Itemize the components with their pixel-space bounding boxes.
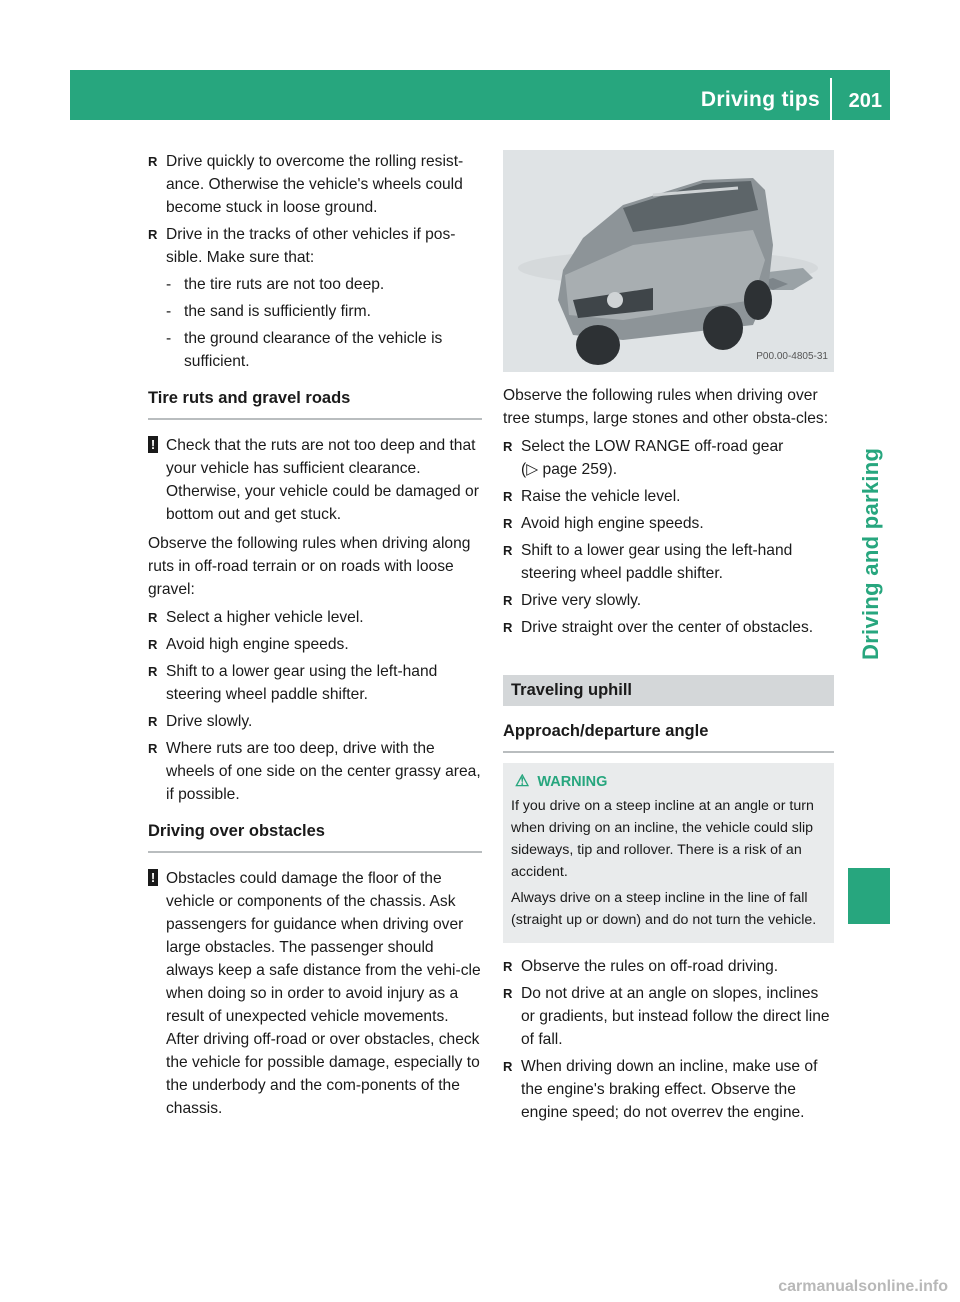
- left-column: [148, 150, 482, 1126]
- list-item: R Drive in the tracks of other vehicles if pos-sible. Make sure that:: [148, 226, 456, 266]
- warning-box: [503, 763, 834, 943]
- warning-text: Always drive on a steep incline in the line of fall (straight up or down) and do not turn the vehicle.: [511, 890, 817, 928]
- figure-code: P00.00-4805-31: [756, 351, 828, 362]
- right-column: [503, 150, 834, 1128]
- page-header: [70, 70, 890, 120]
- side-tab-marker: [848, 868, 890, 924]
- note-obstacles: ! Obstacles could damage the floor of the vehicle or components of the chassis. Ask passengers for guidance when driving over large obstacles. The passenger should always keep a safe distance from the vehi-cle when doing so in order to avoid injury as a result of unexpected vehicle movements. After driving off-road or over obstacles, check the vehicle for possible damage, especially to the underbody and the com-ponents of the chassis.: [148, 867, 482, 1120]
- sub-list-item: - the tire ruts are not too deep.: [166, 276, 385, 293]
- warning-text: If you drive on a steep incline at an angle or turn when driving on an incline, the vehicle could slip sideways, tip and rollover. There is a risk of an accident.: [511, 798, 814, 880]
- watermark: carmanualsonline.info: [778, 1278, 948, 1295]
- list-item: R Drive quickly to overcome the rolling resist-ance. Otherwise the vehicle's wheels could become stuck in loose ground.: [148, 153, 464, 216]
- header-separator: [830, 78, 832, 120]
- side-tab: [848, 250, 890, 810]
- heading-approach-angle: Approach/departure angle: [503, 720, 834, 753]
- list-item: R Observe the rules on off-road driving.: [503, 958, 779, 975]
- suv-illustration: [503, 150, 834, 372]
- intro-obstacles: Observe the following rules when driving over tree stumps, large stones and other obsta-cles:: [503, 387, 829, 427]
- side-tab-label: Driving and parking: [858, 447, 883, 660]
- list-item: R Drive straight over the center of obstacles.: [503, 619, 814, 636]
- page-reference[interactable]: (▷ page 259).: [521, 461, 618, 478]
- section-title: Driving tips: [700, 88, 820, 111]
- page-number: 201: [848, 90, 882, 112]
- warning-icon: ⚠: [515, 773, 530, 790]
- list-item: R Shift to a lower gear using the left-hand steering wheel paddle shifter.: [503, 542, 793, 582]
- suv-drawing: [503, 150, 834, 372]
- exclamation-icon: !: [148, 869, 158, 886]
- list-item: R Avoid high engine speeds.: [148, 636, 349, 653]
- sub-list-item: - the sand is sufficiently firm.: [166, 303, 371, 320]
- section-traveling-uphill: Traveling uphill: [503, 675, 834, 706]
- list-item: R Where ruts are too deep, drive with the wheels of one side on the center grassy area, if possible.: [148, 740, 481, 803]
- heading-tire-ruts: Tire ruts and gravel roads: [148, 387, 482, 420]
- list-item: R Select the LOW RANGE off-road gear (▷ page 259).: [503, 438, 784, 478]
- list-item: R Raise the vehicle level.: [503, 488, 681, 505]
- sub-list-item: - the ground clearance of the vehicle is sufficient.: [166, 330, 443, 370]
- exclamation-icon: !: [148, 436, 158, 453]
- list-item: R Shift to a lower gear using the left-hand steering wheel paddle shifter.: [148, 663, 438, 703]
- note-ruts: ! Check that the ruts are not too deep and that your vehicle has sufficient clearance. Otherwise, your vehicle could be damaged or bottom out and get stuck.: [148, 434, 482, 526]
- warning-title: ⚠ WARNING: [515, 773, 608, 790]
- list-item: R Drive very slowly.: [503, 592, 642, 609]
- heading-obstacles: Driving over obstacles: [148, 820, 482, 853]
- list-item: R Do not drive at an angle on slopes, inclines or gradients, but instead follow the direct line of fall.: [503, 985, 830, 1048]
- list-item: R Select a higher vehicle level.: [148, 609, 364, 626]
- list-item: R Drive slowly.: [148, 713, 253, 730]
- intro-ruts: Observe the following rules when driving along ruts in off-road terrain or on roads with loose gravel:: [148, 535, 471, 598]
- list-item: R Avoid high engine speeds.: [503, 515, 704, 532]
- list-item: R When driving down an incline, make use of the engine's braking effect. Observe the engine speed; do not overrev the engine.: [503, 1058, 818, 1121]
